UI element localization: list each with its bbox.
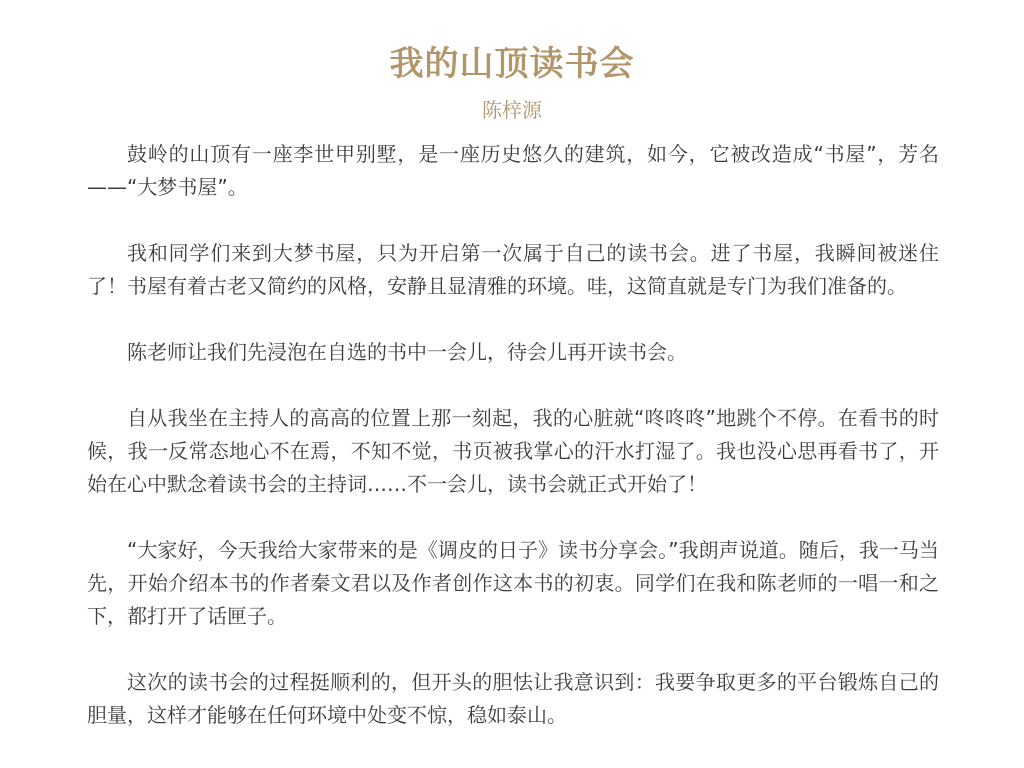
paragraph-4: 自从我坐在主持人的高高的位置上那一刻起，我的心脏就“咚咚咚”地跳个不停。在看书的时候，我一反常态地心不在焉，不知不觉，书页被我掌心的汗水打湿了。我也没心思再看书了，开始在心中默念着读书会的主持词……不一会儿，读书会就正式开始了！ <box>87 406 939 496</box>
paragraph-6: 这次的读书会的过程挺顺利的，但开头的胆怯让我意识到：我要争取更多的平台锻炼自己的胆量，这样才能够在任何环境中处变不惊，稳如泰山。 <box>87 670 939 727</box>
article-title: 我的山顶读书会 <box>389 44 635 84</box>
article-body <box>87 138 939 732</box>
paragraph-2: 我和同学们来到大梦书屋，只为开启第一次属于自己的读书会。进了书屋，我瞬间被迷住了！书屋有着古老又简约的风格，安静且显清雅的环境。哇，这简直就是专门为我们准备的。 <box>87 241 939 298</box>
paragraph-5: “大家好，今天我给大家带来的是《调皮的日子》读书分享会。”我朗声说道。随后，我一马当先，开始介绍本书的作者秦文君以及作者创作这本书的初衷。同学们在我和陈老师的一唱一和之下，都打开了话匣子。 <box>87 538 939 628</box>
paragraph-3: 陈老师让我们先浸泡在自选的书中一会儿，待会儿再开读书会。 <box>127 340 687 364</box>
article-author: 陈梓源 <box>482 98 542 122</box>
paragraph-1: 鼓岭的山顶有一座李世甲别墅，是一座历史悠久的建筑，如今，它被改造成“书屋”，芳名——“大梦书屋”。 <box>87 142 939 199</box>
